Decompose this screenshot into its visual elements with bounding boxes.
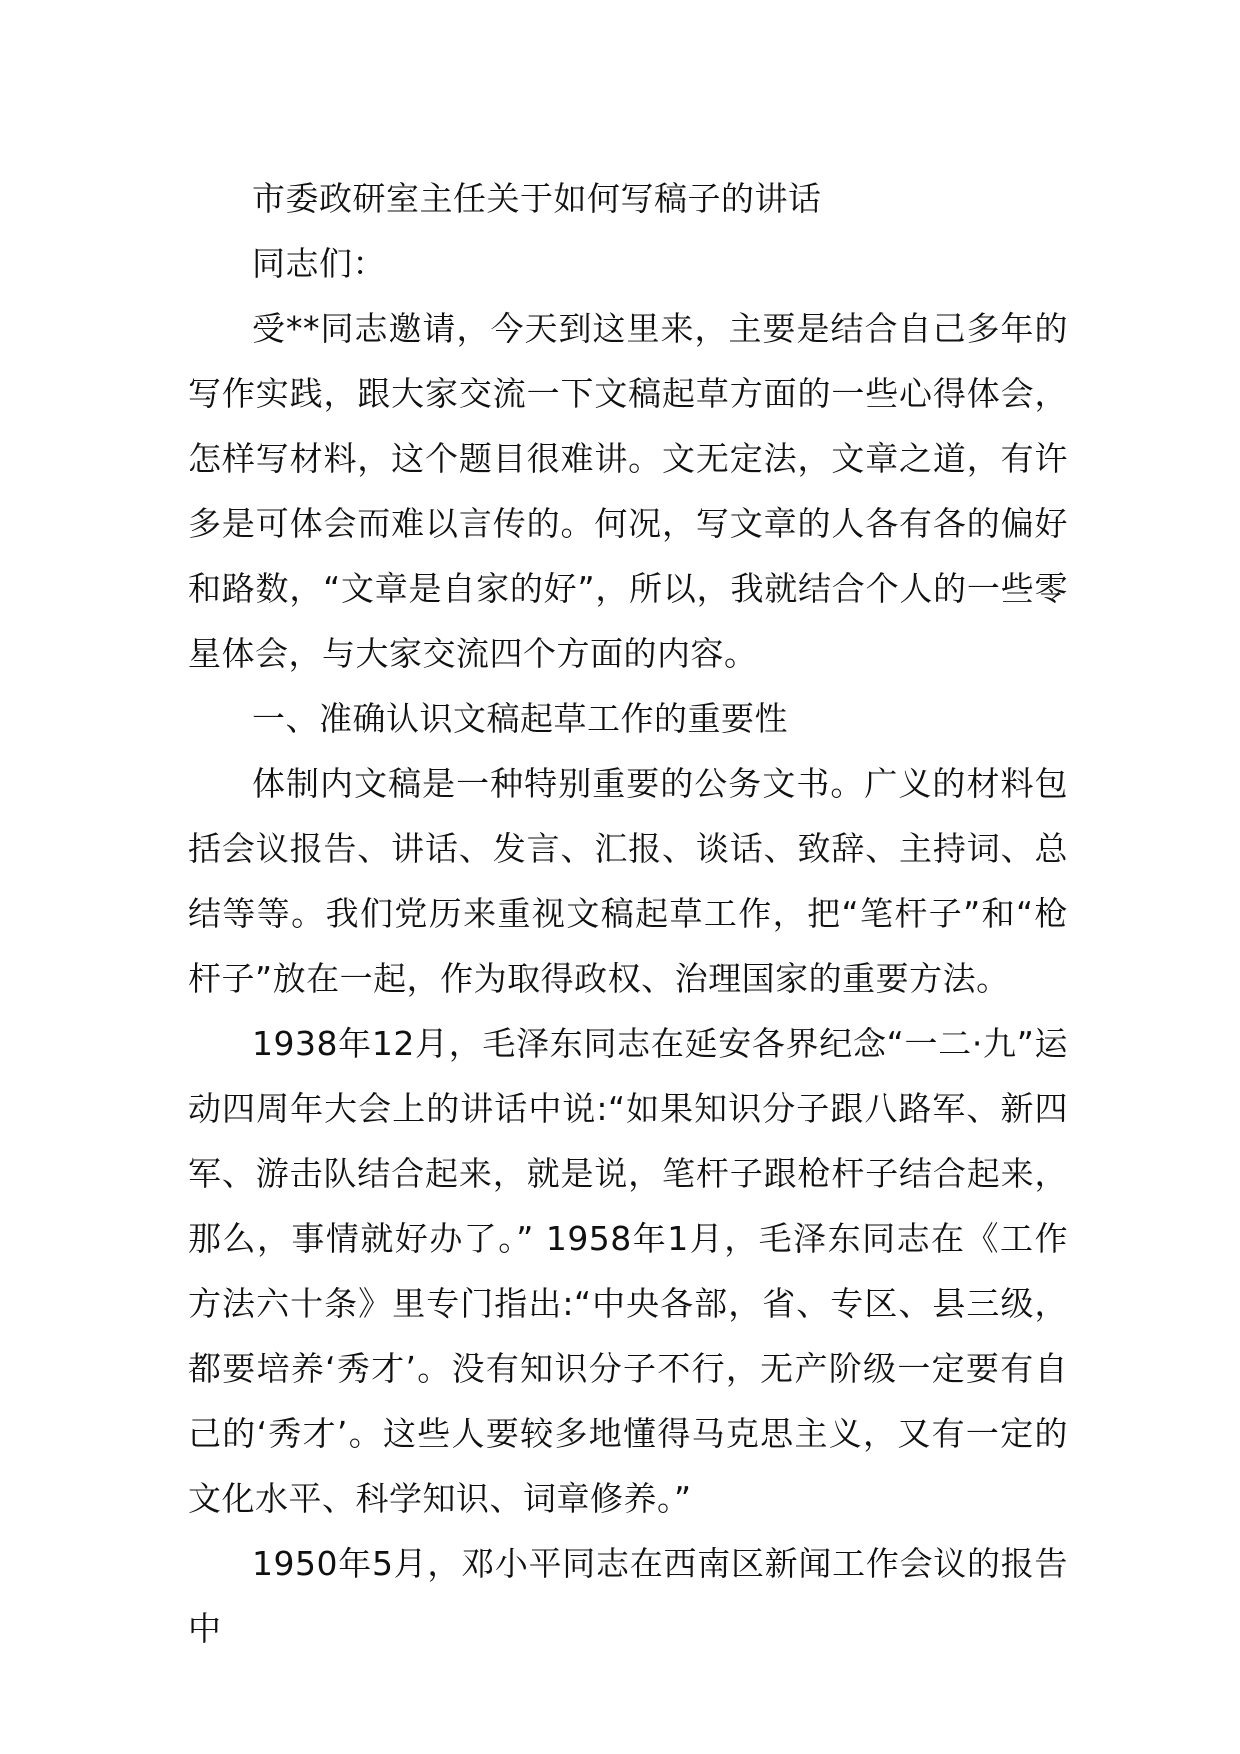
paragraph-intro: 受**同志邀请，今天到这里来，主要是结合自己多年的写作实践，跟大家交流一下文稿起草方面的一些心得体会，怎样写材料，这个题目很难讲。文无定法，文章之道，有许多是可体会而难以言传的。何况，写文章的人各有各的偏好和路数，“文章是自家的好”，所以，我就结合个人的一些零星体会，与大家交流四个方面的内容。: [188, 309, 1068, 673]
document-title: 市委政研室主任关于如何写稿子的讲话: [252, 179, 822, 218]
paragraph-mao-quote: 1938年12月，毛泽东同志在延安各界纪念“一二·九”运动四周年大会上的讲话中说:“如果知识分子跟八路军、新四军、游击队结合起来，就是说，笔杆子跟枪杆子结合起来，那么，事情就好办了。” 1958年1月，毛泽东同志在《工作方法六十条》里专门指出:“中央各部，省、专区、县三级，都要培养‘秀才’。没有知识分子不行，无产阶级一定要有自己的‘秀才’。这些人要较多地懂得马克思主义，又有一定的文化水平、科学知识、词章修养。”: [188, 1024, 1068, 1518]
paragraph-importance: 体制内文稿是一种特别重要的公务文书。广义的材料包括会议报告、讲话、发言、汇报、谈话、致辞、主持词、总结等等。我们党历来重视文稿起草工作，把“笔杆子”和“枪杆子”放在一起，作为取得政权、治理国家的重要方法。: [188, 764, 1068, 998]
paragraph-deng-start: 1950年5月，邓小平同志在西南区新闻工作会议的报告中: [188, 1544, 1068, 1648]
section-heading-1: 一、准确认识文稿起草工作的重要性: [252, 699, 788, 738]
document-body: [188, 166, 1068, 1661]
salutation: 同志们：: [252, 244, 386, 283]
